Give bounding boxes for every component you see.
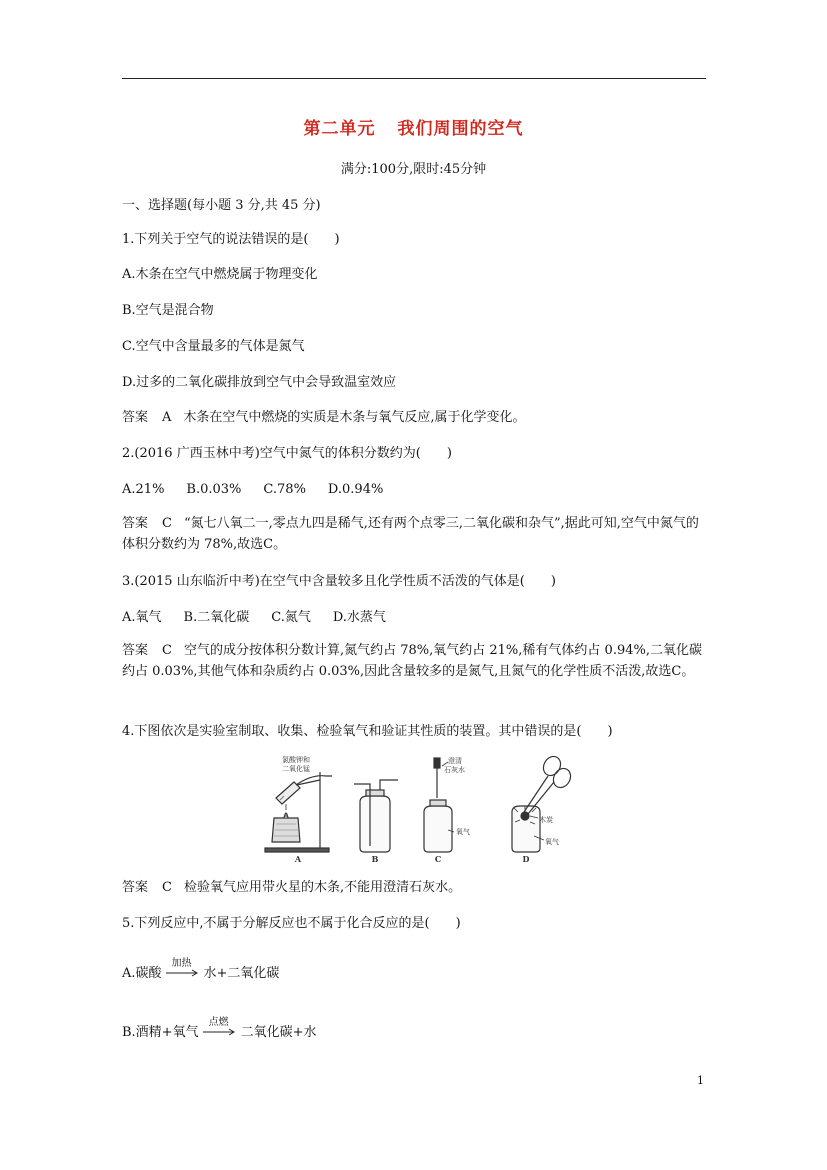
q5-option-b xyxy=(122,1017,712,1043)
label-a-top: 氯酸钾和 xyxy=(282,756,310,764)
score-time-info: 满分:100分,限时:45分钟 xyxy=(340,162,487,177)
answer-label: 答案 xyxy=(122,880,149,895)
q5-stem: 5.下列反应中,不属于分解反应也不属于化合反应的是( ) xyxy=(122,916,461,931)
reactant-a: A.碳酸 xyxy=(122,966,162,981)
label-d-gas: 氧气 xyxy=(545,838,559,846)
product-a: 水+二氧化碳 xyxy=(203,966,280,981)
letter-a: A xyxy=(294,854,302,864)
answer-explanation: “氮七八氧二一,零点九四是稀气,还有两个点零三,二氧化碳和杂气”,据此可知,空气中氮气的体积分数约为 78%,故选C。 xyxy=(122,516,699,552)
label-a-bottom: 二氧化锰 xyxy=(282,765,310,773)
gas-bottle-b xyxy=(360,796,390,852)
header-rule xyxy=(122,78,706,79)
q2-option-c: C.78% xyxy=(263,482,306,497)
answer-explanation: 空气的成分按体积分数计算,氮气约占 78%,氧气约占 21%,稀有气体约占 0.94%,二氧化碳约占 0.03%,其他气体和杂质约占 0.03%,因此含量较多的是氮气,且氮气的化学性质不活泼,故选C。 xyxy=(122,643,702,679)
q2-option-d: D.0.94% xyxy=(327,482,384,497)
q3-stem: 3.(2015 山东临沂中考)在空气中含量较多且化学性质不活泼的气体是( ) xyxy=(122,574,556,589)
answer-explanation: 检验氧气应用带火星的木条,不能用澄清石灰水。 xyxy=(183,880,462,895)
answer-label: 答案 xyxy=(122,410,149,425)
label-c-bottom: 石灰水 xyxy=(444,766,465,774)
q3-options xyxy=(122,607,712,628)
q2-stem: 2.(2016 广西玉林中考)空气中氮气的体积分数约为( ) xyxy=(122,446,452,461)
letter-c: C xyxy=(434,854,442,864)
stand-base xyxy=(265,848,329,852)
answer-key: A xyxy=(162,410,172,425)
dropper-bulb xyxy=(434,758,440,768)
label-d-charcoal: 木炭 xyxy=(539,816,553,824)
arrow-icon xyxy=(166,969,198,977)
tong-handle-2 xyxy=(550,765,574,790)
lab-apparatus-figure xyxy=(262,752,582,864)
product-b: 二氧化碳+水 xyxy=(240,1025,317,1040)
q1-stem: 1.下列关于空气的说法错误的是( ) xyxy=(122,232,340,247)
tong-handle-1 xyxy=(540,753,564,778)
q3-option-a: A.氧气 xyxy=(122,610,162,625)
q4-answer xyxy=(122,877,712,898)
answer-explanation: 木条在空气中燃烧的实质是木条与氧气反应,属于化学变化。 xyxy=(183,410,526,425)
condition-a: 加热 xyxy=(171,958,192,969)
answer-label: 答案 xyxy=(122,643,149,658)
section-heading: 一、选择题(每小题 3 分,共 45 分) xyxy=(122,198,321,213)
reaction-arrow-b xyxy=(203,1017,235,1036)
label-c-gas: 氧气 xyxy=(456,828,470,836)
letter-d: D xyxy=(522,854,530,864)
page-title xyxy=(0,114,827,139)
q1-option-d: D.过多的二氧化碳排放到空气中会导致温室效应 xyxy=(122,375,397,390)
q5-option-a xyxy=(122,958,712,984)
outlet-tube xyxy=(380,780,398,790)
reaction-arrow-a xyxy=(166,958,198,977)
q1-option-b: B.空气是混合物 xyxy=(122,303,214,318)
answer-label: 答案 xyxy=(122,516,149,531)
q1-option-a: A.木条在空气中燃烧属于物理变化 xyxy=(122,267,318,282)
q3-option-b: B.二氧化碳 xyxy=(183,610,250,625)
q3-option-c: C.氮气 xyxy=(271,610,311,625)
q2-answer xyxy=(122,513,710,555)
q1-answer xyxy=(122,407,712,428)
answer-key: C xyxy=(162,643,172,658)
gas-bottle-c xyxy=(424,806,452,852)
unit-topic: 我们周围的空气 xyxy=(397,119,524,139)
reactant-b: B.酒精+氧气 xyxy=(122,1025,199,1040)
letter-b: B xyxy=(371,854,379,864)
flame xyxy=(284,813,288,818)
arrow-icon xyxy=(203,1028,235,1036)
unit-label: 第二单元 xyxy=(303,119,376,139)
q4-stem: 4.下图依次是实验室制取、收集、检验氧气和验证其性质的装置。其中错误的是( ) xyxy=(122,724,613,739)
page-number: 1 xyxy=(697,1074,704,1087)
q2-option-a: A.21% xyxy=(122,482,165,497)
q3-answer xyxy=(122,640,710,682)
q2-option-b: B.0.03% xyxy=(186,482,242,497)
q1-option-c: C.空气中含量最多的气体是氮气 xyxy=(122,339,305,354)
charcoal xyxy=(521,812,529,820)
answer-key: C xyxy=(162,516,172,531)
label-c-top: 澄清 xyxy=(448,757,462,765)
q2-options xyxy=(122,479,712,500)
q3-option-d: D.水蒸气 xyxy=(332,610,386,625)
answer-key: C xyxy=(162,880,172,895)
condition-b: 点燃 xyxy=(208,1017,229,1028)
